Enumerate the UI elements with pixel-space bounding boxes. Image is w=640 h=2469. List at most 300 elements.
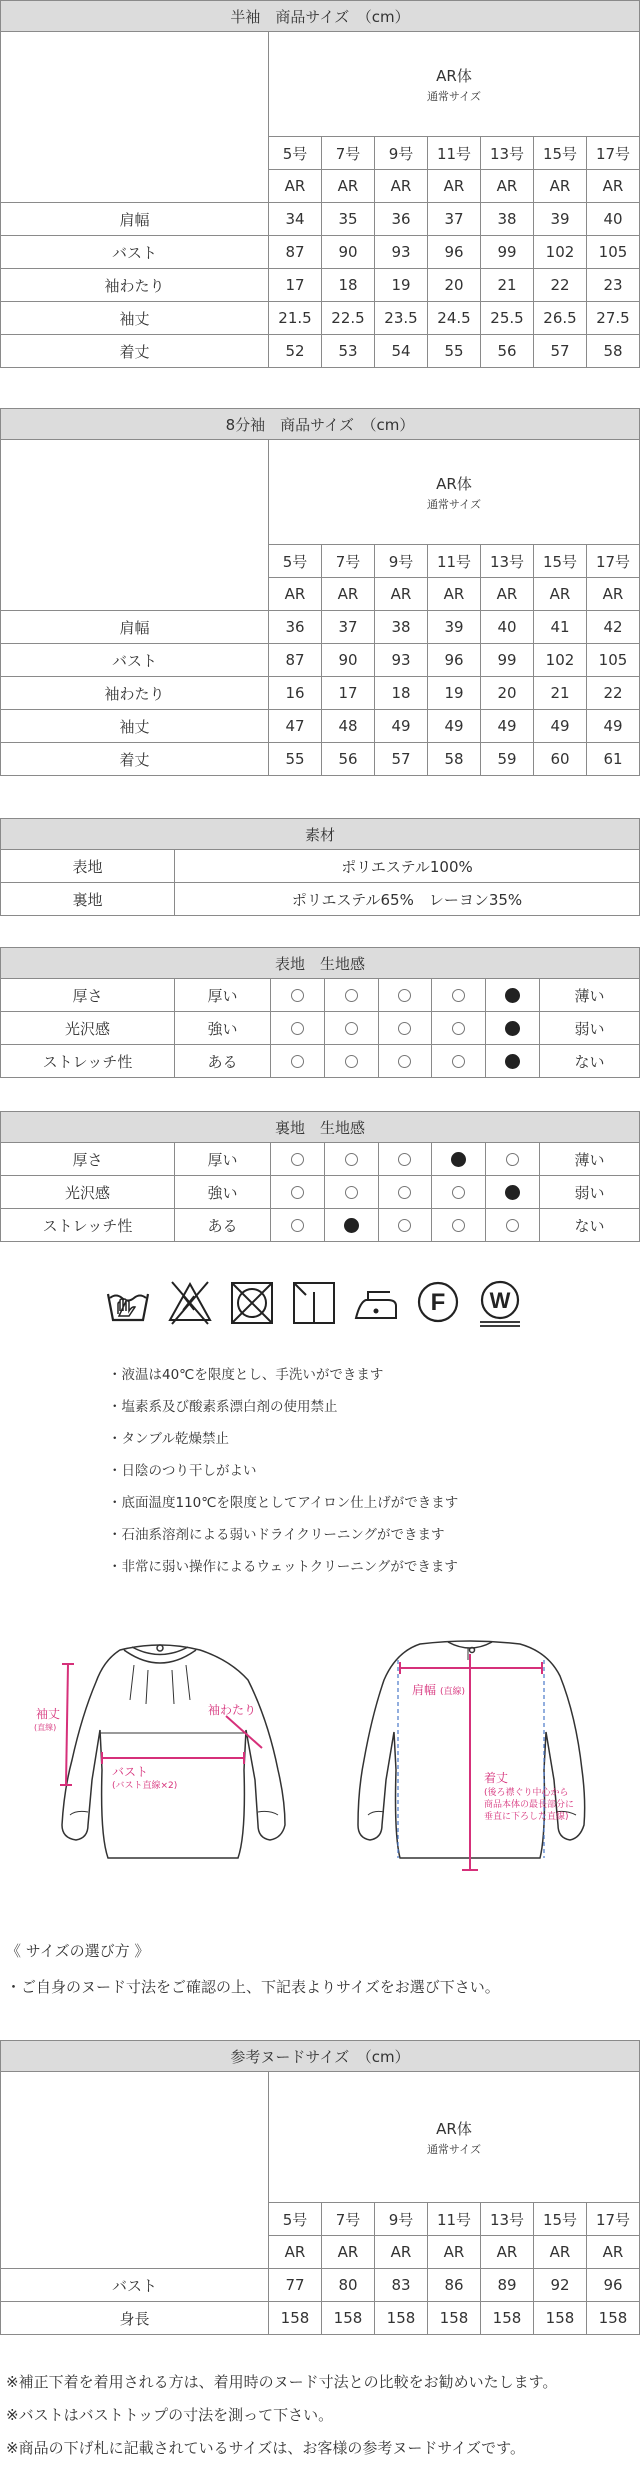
care-line: ・日陰のつり干しがよい bbox=[108, 1463, 257, 1479]
cell-value: 99 bbox=[481, 236, 534, 269]
ar-title: AR体 bbox=[436, 2119, 472, 2138]
cell-value: 22 bbox=[587, 677, 640, 710]
row-label: 袖わたり bbox=[1, 677, 269, 710]
scale-right-label: 薄い bbox=[539, 979, 639, 1012]
cell-value: 20 bbox=[481, 677, 534, 710]
scale-cell bbox=[378, 1045, 432, 1078]
size-label: 9号 bbox=[375, 2203, 428, 2236]
cell-value: 80 bbox=[322, 2269, 375, 2302]
cell-value: 87 bbox=[269, 236, 322, 269]
scale-cell bbox=[432, 1143, 486, 1176]
cell-value: 41 bbox=[534, 611, 587, 644]
circle-icon bbox=[398, 989, 411, 1002]
scale-cell bbox=[432, 1209, 486, 1242]
scale-left-label: 強い bbox=[175, 1176, 271, 1209]
cell-value: 35 bbox=[322, 203, 375, 236]
cell-value: 158 bbox=[428, 2302, 481, 2335]
cell-value: 19 bbox=[428, 677, 481, 710]
table-row bbox=[1, 2302, 640, 2335]
ar-header bbox=[269, 32, 640, 137]
cell-value: 26.5 bbox=[534, 302, 587, 335]
scale-right-label: 弱い bbox=[539, 1176, 639, 1209]
row-label: 光沢感 bbox=[1, 1012, 175, 1045]
scale-cell bbox=[378, 1143, 432, 1176]
ar-code: AR bbox=[481, 578, 534, 611]
ar-subtitle: 通常サイズ bbox=[426, 2142, 482, 2156]
circle-icon bbox=[398, 1022, 411, 1035]
row-label: バスト bbox=[1, 644, 269, 677]
size-label: 13号 bbox=[481, 545, 534, 578]
table-row bbox=[1, 1012, 640, 1045]
cell-value: 53 bbox=[322, 335, 375, 368]
selected-circle-icon bbox=[505, 988, 520, 1003]
table-title: 裏地 生地感 bbox=[1, 1112, 640, 1143]
scale-cell bbox=[486, 1176, 540, 1209]
scale-cell bbox=[432, 1012, 486, 1045]
length-note-line: (後ろ襟ぐり中心から bbox=[484, 1788, 569, 1798]
ar-code: AR bbox=[587, 2236, 640, 2269]
row-label: 袖わたり bbox=[1, 269, 269, 302]
table-row bbox=[1, 203, 640, 236]
ar-code: AR bbox=[375, 170, 428, 203]
scale-left-label: 強い bbox=[175, 1012, 271, 1045]
back-garment bbox=[358, 1641, 585, 1858]
bust-label: バスト bbox=[112, 1765, 149, 1779]
ar-title: AR体 bbox=[436, 474, 472, 493]
circle-icon bbox=[291, 989, 304, 1002]
cell-value: 89 bbox=[481, 2269, 534, 2302]
sleeve-width-label: 袖わたり bbox=[208, 1703, 257, 1717]
cell-value: 52 bbox=[269, 335, 322, 368]
cell-value: 96 bbox=[428, 644, 481, 677]
cell-value: 83 bbox=[375, 2269, 428, 2302]
ar-code: AR bbox=[534, 578, 587, 611]
cell-value: 96 bbox=[428, 236, 481, 269]
table-title: 半袖 商品サイズ （cm） bbox=[1, 1, 640, 32]
cell-value: 21 bbox=[534, 677, 587, 710]
cell-value: 93 bbox=[375, 236, 428, 269]
circle-icon bbox=[398, 1186, 411, 1199]
howto-title: 《 サイズの選び方 》 bbox=[6, 1942, 150, 1960]
material-value: ポリエステル65% レーヨン35% bbox=[175, 883, 640, 916]
ar-code: AR bbox=[269, 2236, 322, 2269]
cell-value: 87 bbox=[269, 644, 322, 677]
size-label: 13号 bbox=[481, 2203, 534, 2236]
cell-value: 49 bbox=[428, 710, 481, 743]
size-label: 7号 bbox=[322, 2203, 375, 2236]
cell-value: 47 bbox=[269, 710, 322, 743]
cell-value: 37 bbox=[428, 203, 481, 236]
cell-value: 57 bbox=[534, 335, 587, 368]
circle-icon bbox=[291, 1186, 304, 1199]
scale-cell bbox=[432, 979, 486, 1012]
row-label: 肩幅 bbox=[1, 611, 269, 644]
selected-circle-icon bbox=[505, 1185, 520, 1200]
table-row bbox=[1, 236, 640, 269]
cell-value: 90 bbox=[322, 236, 375, 269]
care-line: ・底面温度110℃を限度としてアイロン仕上げができます bbox=[108, 1495, 459, 1511]
size-label: 7号 bbox=[322, 545, 375, 578]
row-label: 袖丈 bbox=[1, 302, 269, 335]
ar-code: AR bbox=[587, 578, 640, 611]
scale-cell bbox=[378, 1012, 432, 1045]
row-label: 身長 bbox=[1, 2302, 269, 2335]
howto-text: ・ご自身のヌード寸法をご確認の上、下記表よりサイズをお選び下さい。 bbox=[6, 1978, 500, 1996]
front-garment bbox=[62, 1645, 285, 1858]
circle-icon bbox=[506, 1153, 519, 1166]
cell-value: 60 bbox=[534, 743, 587, 776]
circle-icon bbox=[452, 1022, 465, 1035]
scale-cell bbox=[271, 1176, 325, 1209]
cell-value: 158 bbox=[375, 2302, 428, 2335]
ar-subtitle: 通常サイズ bbox=[426, 497, 482, 511]
cell-value: 40 bbox=[587, 203, 640, 236]
sleeve-length-label: 袖丈 bbox=[36, 1707, 61, 1721]
scale-cell bbox=[486, 1045, 540, 1078]
cell-value: 158 bbox=[269, 2302, 322, 2335]
table-row bbox=[1, 1209, 640, 1242]
cell-value: 49 bbox=[534, 710, 587, 743]
ar-code: AR bbox=[428, 170, 481, 203]
cell-value: 55 bbox=[428, 335, 481, 368]
table-title: 8分袖 商品サイズ （cm） bbox=[1, 409, 640, 440]
scale-cell bbox=[432, 1045, 486, 1078]
cell-value: 56 bbox=[322, 743, 375, 776]
cell-value: 40 bbox=[481, 611, 534, 644]
cell-value: 99 bbox=[481, 644, 534, 677]
dry-clean-letter: F bbox=[430, 1289, 446, 1316]
circle-icon bbox=[291, 1055, 304, 1068]
length-note-line: 垂直に下ろした直線) bbox=[484, 1812, 569, 1822]
circle-icon bbox=[398, 1219, 411, 1232]
line-dry-shade-icon bbox=[290, 1278, 338, 1328]
wet-clean-letter: W bbox=[489, 1288, 511, 1313]
size-label: 17号 bbox=[587, 2203, 640, 2236]
cell-value: 57 bbox=[375, 743, 428, 776]
size-label: 9号 bbox=[375, 137, 428, 170]
ar-code: AR bbox=[534, 2236, 587, 2269]
cell-value: 49 bbox=[587, 710, 640, 743]
scale-cell bbox=[324, 1045, 378, 1078]
table-row bbox=[1, 2269, 640, 2302]
cell-value: 58 bbox=[587, 335, 640, 368]
cell-value: 102 bbox=[534, 644, 587, 677]
note-line: ※バストはバストトップの寸法を測って下さい。 bbox=[6, 2406, 334, 2424]
ar-subtitle: 通常サイズ bbox=[426, 89, 482, 103]
measurement-diagram bbox=[0, 1620, 640, 1900]
size-label: 11号 bbox=[428, 545, 481, 578]
scale-cell bbox=[378, 1176, 432, 1209]
cell-value: 25.5 bbox=[481, 302, 534, 335]
table-title: 素材 bbox=[1, 819, 640, 850]
table-row bbox=[1, 335, 640, 368]
cell-value: 49 bbox=[481, 710, 534, 743]
cell-value: 92 bbox=[534, 2269, 587, 2302]
table-row bbox=[1, 644, 640, 677]
row-label: 光沢感 bbox=[1, 1176, 175, 1209]
cell-value: 38 bbox=[481, 203, 534, 236]
circle-icon bbox=[452, 989, 465, 1002]
scale-cell bbox=[324, 1012, 378, 1045]
size-label: 11号 bbox=[428, 137, 481, 170]
size-label: 15号 bbox=[534, 545, 587, 578]
scale-cell bbox=[271, 979, 325, 1012]
row-label: 着丈 bbox=[1, 743, 269, 776]
circle-icon bbox=[345, 1055, 358, 1068]
shoulder-note: (直線) bbox=[440, 1687, 466, 1697]
iron-low-icon bbox=[352, 1278, 400, 1328]
cell-value: 77 bbox=[269, 2269, 322, 2302]
circle-icon bbox=[291, 1022, 304, 1035]
ar-header bbox=[269, 2072, 640, 2203]
selected-circle-icon bbox=[344, 1218, 359, 1233]
care-line: ・液温は40℃を限度とし、手洗いができます bbox=[108, 1367, 384, 1383]
cell-value: 17 bbox=[269, 269, 322, 302]
table-title: 参考ヌードサイズ （cm） bbox=[1, 2041, 640, 2072]
circle-icon bbox=[345, 1153, 358, 1166]
cell-value: 42 bbox=[587, 611, 640, 644]
ar-code: AR bbox=[322, 170, 375, 203]
cell-value: 36 bbox=[375, 203, 428, 236]
shoulder-label: 肩幅 bbox=[412, 1683, 437, 1697]
row-label: 厚さ bbox=[1, 979, 175, 1012]
ar-code: AR bbox=[322, 578, 375, 611]
selected-circle-icon bbox=[505, 1054, 520, 1069]
table-row bbox=[1, 743, 640, 776]
scale-right-label: ない bbox=[539, 1045, 639, 1078]
row-label: 肩幅 bbox=[1, 203, 269, 236]
no-bleach-icon bbox=[166, 1278, 214, 1328]
row-label: ストレッチ性 bbox=[1, 1045, 175, 1078]
lining-fabric-feel-table bbox=[0, 1111, 640, 1242]
row-label: ストレッチ性 bbox=[1, 1209, 175, 1242]
table-row bbox=[1, 302, 640, 335]
length-note-line: 商品本体の最長部分に bbox=[484, 1800, 575, 1810]
circle-icon bbox=[506, 1219, 519, 1232]
cell-value: 55 bbox=[269, 743, 322, 776]
cell-value: 22.5 bbox=[322, 302, 375, 335]
scale-cell bbox=[486, 979, 540, 1012]
scale-cell bbox=[324, 979, 378, 1012]
size-label: 15号 bbox=[534, 2203, 587, 2236]
circle-icon bbox=[291, 1219, 304, 1232]
circle-icon bbox=[291, 1153, 304, 1166]
size-label: 17号 bbox=[587, 137, 640, 170]
scale-left-label: 厚い bbox=[175, 979, 271, 1012]
care-line: ・石油系溶剤による弱いドライクリーニングができます bbox=[108, 1527, 445, 1543]
dry-clean-f-icon bbox=[414, 1278, 462, 1328]
scale-cell bbox=[432, 1176, 486, 1209]
size-label: 9号 bbox=[375, 545, 428, 578]
scale-cell bbox=[271, 1209, 325, 1242]
cell-value: 19 bbox=[375, 269, 428, 302]
circle-icon bbox=[452, 1219, 465, 1232]
no-tumble-dry-icon bbox=[228, 1278, 276, 1328]
cell-value: 90 bbox=[322, 644, 375, 677]
cell-value: 16 bbox=[269, 677, 322, 710]
scale-cell bbox=[271, 1012, 325, 1045]
care-line: ・タンブル乾燥禁止 bbox=[108, 1431, 229, 1447]
scale-cell bbox=[271, 1045, 325, 1078]
length-label: 着丈 bbox=[484, 1771, 509, 1785]
hand-wash-icon bbox=[104, 1278, 152, 1328]
cell-value: 18 bbox=[322, 269, 375, 302]
circle-icon bbox=[345, 1186, 358, 1199]
cell-value: 158 bbox=[534, 2302, 587, 2335]
ar-code: AR bbox=[481, 2236, 534, 2269]
empty-cell bbox=[1, 2072, 269, 2269]
care-line: ・非常に弱い操作によるウェットクリーニングができます bbox=[108, 1559, 458, 1575]
cell-value: 23 bbox=[587, 269, 640, 302]
cell-value: 158 bbox=[322, 2302, 375, 2335]
cell-value: 58 bbox=[428, 743, 481, 776]
three-quarter-sleeve-size-table bbox=[0, 408, 640, 776]
cell-value: 20 bbox=[428, 269, 481, 302]
scale-left-label: 厚い bbox=[175, 1143, 271, 1176]
ar-title: AR体 bbox=[436, 66, 472, 85]
ar-code: AR bbox=[375, 2236, 428, 2269]
cell-value: 93 bbox=[375, 644, 428, 677]
row-label: バスト bbox=[1, 2269, 269, 2302]
ar-code: AR bbox=[428, 578, 481, 611]
cell-value: 38 bbox=[375, 611, 428, 644]
ar-code: AR bbox=[375, 578, 428, 611]
size-label: 17号 bbox=[587, 545, 640, 578]
material-value: ポリエステル100% bbox=[175, 850, 640, 883]
ar-code: AR bbox=[587, 170, 640, 203]
circle-icon bbox=[452, 1055, 465, 1068]
material-label: 裏地 bbox=[1, 883, 175, 916]
scale-cell bbox=[486, 1012, 540, 1045]
circle-icon bbox=[345, 989, 358, 1002]
cell-value: 86 bbox=[428, 2269, 481, 2302]
cell-value: 105 bbox=[587, 236, 640, 269]
ar-code: AR bbox=[534, 170, 587, 203]
ar-code: AR bbox=[428, 2236, 481, 2269]
cell-value: 17 bbox=[322, 677, 375, 710]
cell-value: 21.5 bbox=[269, 302, 322, 335]
selected-circle-icon bbox=[451, 1152, 466, 1167]
size-label: 5号 bbox=[269, 545, 322, 578]
material-label: 表地 bbox=[1, 850, 175, 883]
note-line: ※商品の下げ札に記載されているサイズは、お客様の参考ヌードサイズです。 bbox=[6, 2439, 525, 2457]
scale-cell bbox=[324, 1176, 378, 1209]
size-label: 11号 bbox=[428, 2203, 481, 2236]
size-label: 13号 bbox=[481, 137, 534, 170]
empty-cell bbox=[1, 440, 269, 611]
empty-cell bbox=[1, 32, 269, 203]
scale-cell bbox=[271, 1143, 325, 1176]
note-line: ※補正下着を着用される方は、着用時のヌード寸法との比較をお勧めいたします。 bbox=[6, 2373, 558, 2391]
circle-icon bbox=[345, 1022, 358, 1035]
scale-right-label: 薄い bbox=[539, 1143, 639, 1176]
circle-icon bbox=[398, 1055, 411, 1068]
outer-fabric-feel-table bbox=[0, 947, 640, 1078]
cell-value: 61 bbox=[587, 743, 640, 776]
size-label: 5号 bbox=[269, 2203, 322, 2236]
table-row bbox=[1, 1045, 640, 1078]
cell-value: 158 bbox=[587, 2302, 640, 2335]
size-label: 5号 bbox=[269, 137, 322, 170]
cell-value: 56 bbox=[481, 335, 534, 368]
short-sleeve-size-table bbox=[0, 0, 640, 368]
care-line: ・塩素系及び酸素系漂白剤の使用禁止 bbox=[108, 1399, 338, 1415]
ar-code: AR bbox=[481, 170, 534, 203]
table-row bbox=[1, 677, 640, 710]
cell-value: 49 bbox=[375, 710, 428, 743]
scale-right-label: ない bbox=[539, 1209, 639, 1242]
care-icons bbox=[104, 1278, 544, 1338]
scale-right-label: 弱い bbox=[539, 1012, 639, 1045]
cell-value: 54 bbox=[375, 335, 428, 368]
material-table bbox=[0, 818, 640, 916]
scale-cell bbox=[486, 1143, 540, 1176]
row-label: 厚さ bbox=[1, 1143, 175, 1176]
cell-value: 21 bbox=[481, 269, 534, 302]
cell-value: 48 bbox=[322, 710, 375, 743]
cell-value: 158 bbox=[481, 2302, 534, 2335]
scale-cell bbox=[378, 979, 432, 1012]
cell-value: 96 bbox=[587, 2269, 640, 2302]
cell-value: 22 bbox=[534, 269, 587, 302]
table-row bbox=[1, 979, 640, 1012]
size-label: 7号 bbox=[322, 137, 375, 170]
ar-code: AR bbox=[269, 170, 322, 203]
ar-code: AR bbox=[269, 578, 322, 611]
circle-icon bbox=[452, 1186, 465, 1199]
notes bbox=[6, 2370, 557, 2469]
cell-value: 37 bbox=[322, 611, 375, 644]
table-row bbox=[1, 1176, 640, 1209]
table-row bbox=[1, 710, 640, 743]
bust-note: (バスト直線×2) bbox=[112, 1781, 178, 1791]
cell-value: 34 bbox=[269, 203, 322, 236]
care-instructions bbox=[108, 1363, 458, 1587]
row-label: 着丈 bbox=[1, 335, 269, 368]
cell-value: 39 bbox=[428, 611, 481, 644]
cell-value: 39 bbox=[534, 203, 587, 236]
cell-value: 18 bbox=[375, 677, 428, 710]
circle-icon bbox=[398, 1153, 411, 1166]
cell-value: 23.5 bbox=[375, 302, 428, 335]
selected-circle-icon bbox=[505, 1021, 520, 1036]
row-label: 袖丈 bbox=[1, 710, 269, 743]
table-row bbox=[1, 611, 640, 644]
cell-value: 24.5 bbox=[428, 302, 481, 335]
scale-left-label: ある bbox=[175, 1045, 271, 1078]
scale-left-label: ある bbox=[175, 1209, 271, 1242]
table-title: 表地 生地感 bbox=[1, 948, 640, 979]
nude-size-table bbox=[0, 2040, 640, 2335]
cell-value: 27.5 bbox=[587, 302, 640, 335]
cell-value: 36 bbox=[269, 611, 322, 644]
cell-value: 59 bbox=[481, 743, 534, 776]
table-row bbox=[1, 1143, 640, 1176]
scale-cell bbox=[378, 1209, 432, 1242]
sleeve-length-note: (直線) bbox=[34, 1723, 57, 1732]
ar-code: AR bbox=[322, 2236, 375, 2269]
cell-value: 102 bbox=[534, 236, 587, 269]
row-label: バスト bbox=[1, 236, 269, 269]
scale-cell bbox=[324, 1143, 378, 1176]
table-row bbox=[1, 269, 640, 302]
scale-cell bbox=[486, 1209, 540, 1242]
cell-value: 105 bbox=[587, 644, 640, 677]
ar-header bbox=[269, 440, 640, 545]
wet-clean-w-icon bbox=[476, 1278, 524, 1328]
scale-cell bbox=[324, 1209, 378, 1242]
size-label: 15号 bbox=[534, 137, 587, 170]
